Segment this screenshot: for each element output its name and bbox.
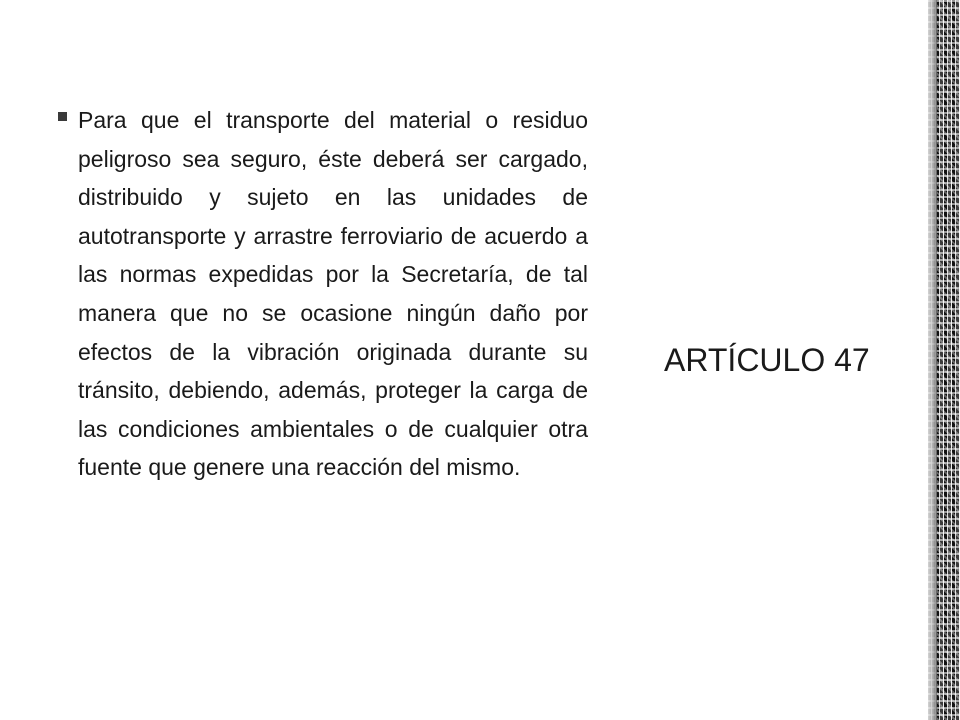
content-area	[58, 101, 588, 487]
decorative-edge	[928, 0, 960, 720]
bullet-item	[58, 101, 588, 487]
square-bullet-icon	[58, 112, 67, 121]
slide-title: ARTÍCULO 47	[664, 342, 870, 378]
bullet-text: Para que el transporte del material o residuo peligroso sea seguro, éste deberá ser cargado, distribuido y sujeto en las unidades de autotransporte y arrastre ferroviario de acuerdo a las normas expedidas por la Secretaría, de tal manera que no se ocasione ningún daño por efectos de la vibración originada durante su tránsito, debiendo, además, proteger la carga de las condiciones ambientales o de cualquier otra fuente que genere una reacción del mismo.	[78, 107, 588, 481]
